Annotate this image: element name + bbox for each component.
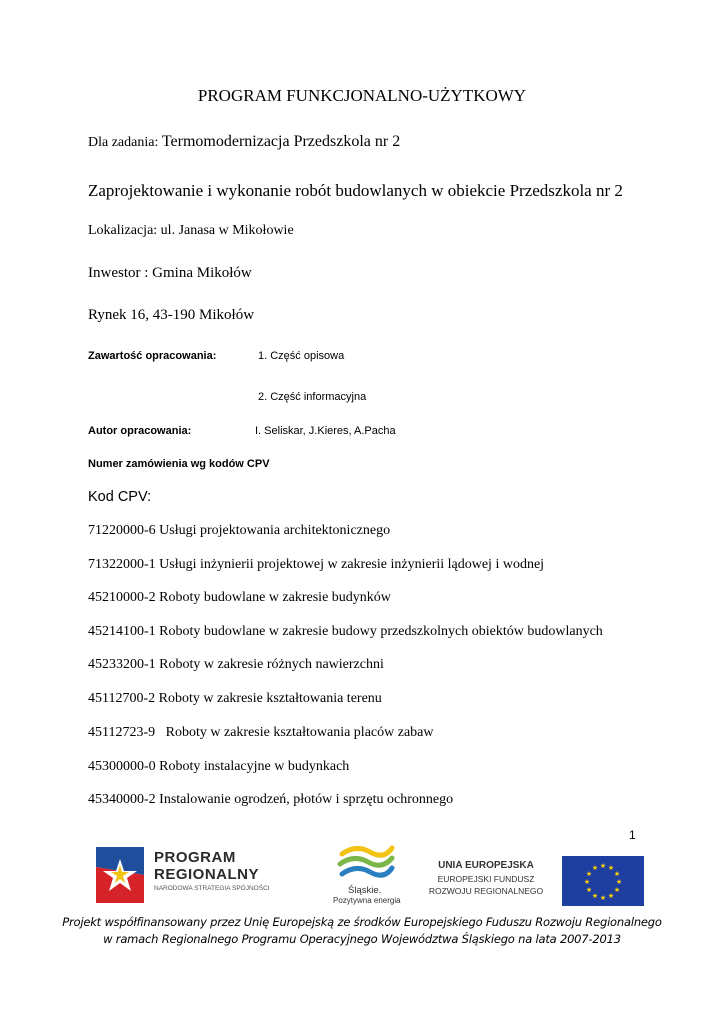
slaskie-waves-icon — [336, 842, 396, 882]
slaskie-logo-line1: Śląskie. — [348, 885, 382, 896]
footer-note: Projekt współfinansowany przez Unię Europejską ze środków Europejskiego Fuduszu Rozwoju Regionalnego w ramach Regionalnego Programu Operacyjnego Województwa Śląskiego na lata 2007-2013 — [62, 915, 662, 946]
svg-text:★: ★ — [583, 878, 591, 886]
svg-text:★: ★ — [591, 892, 599, 900]
location-line: Lokalizacja: ul. Janasa w Mikołowie — [88, 223, 294, 238]
eu-logo-line2: EUROPEJSKI FUNDUSZ — [437, 874, 535, 884]
eu-logo — [416, 856, 646, 906]
program-regionalny-logo — [92, 845, 292, 907]
cpv-item: 45233200-1 Roboty w zakresie różnych nawierzchni — [88, 657, 384, 672]
task-value: Termomodernizacja Przedszkola nr 2 — [161, 133, 401, 150]
page-number: 1 — [629, 828, 636, 842]
eu-logo-line1: UNIA EUROPEJSKA — [438, 860, 534, 871]
svg-text:★: ★ — [607, 864, 615, 872]
eu-logo-line3: ROZWOJU REGIONALNEGO — [428, 886, 544, 896]
order-number-label: Numer zamówienia wg kodów CPV — [88, 458, 270, 470]
contents-item-1: 1. Część opisowa — [258, 350, 345, 362]
program-regionalny-emblem-icon — [92, 845, 148, 905]
address-line: Rynek 16, 43-190 Mikołów — [88, 307, 255, 323]
task-label: Dla zadania: — [88, 135, 162, 150]
svg-text:★: ★ — [613, 886, 621, 894]
svg-text:★: ★ — [591, 864, 599, 872]
svg-text:★: ★ — [613, 870, 621, 878]
svg-text:★: ★ — [599, 862, 607, 870]
contents-label: Zawartość opracowania: — [88, 350, 217, 362]
investor-line: Inwestor : Gmina Mikołów — [88, 265, 252, 281]
cpv-item: 45210000-2 Roboty budowlane w zakresie budynków — [88, 590, 391, 605]
program-logo-line3: NARODOWA STRATEGIA SPÓJNOŚCI — [154, 885, 270, 892]
subject-line: Zaprojektowanie i wykonanie robót budowlanych w obiekcie Przedszkola nr 2 — [88, 181, 623, 200]
svg-text:★: ★ — [607, 892, 615, 900]
program-logo-line1: PROGRAM — [154, 849, 236, 866]
svg-text:★: ★ — [599, 894, 607, 902]
author-value: I. Seliskar, J.Kieres, A.Pacha — [255, 425, 396, 437]
slaskie-logo-line2: Pozytywna energia — [333, 896, 401, 905]
contents-item-2: 2. Część informacyjna — [258, 391, 367, 403]
cpv-item: 71322000-1 Usługi inżynierii projektowej w zakresie inżynierii lądowej i wodnej — [88, 557, 545, 572]
eu-flag-icon — [562, 856, 644, 906]
cpv-heading: Kod CPV: — [88, 489, 152, 505]
svg-text:★: ★ — [585, 870, 593, 878]
svg-text:★: ★ — [615, 878, 623, 886]
cpv-item: 71220000-6 Usługi projektowania architektonicznego — [88, 523, 391, 538]
cpv-item: 45214100-1 Roboty budowlane w zakresie budowy przedszkolnych obiektów budowlanych — [88, 624, 603, 639]
program-logo-line2: REGIONALNY — [154, 866, 260, 883]
author-label: Autor opracowania: — [88, 425, 192, 437]
task-line — [88, 133, 400, 151]
svg-text:★: ★ — [585, 886, 593, 894]
cpv-item: 45112700-2 Roboty w zakresie kształtowania terenu — [88, 691, 382, 706]
slaskie-logo — [326, 842, 406, 908]
cpv-item: 45340000-2 Instalowanie ogrodzeń, płotów i sprzętu ochronnego — [88, 792, 454, 807]
cpv-item: 45112723-9 Roboty w zakresie kształtowania placów zabaw — [88, 725, 434, 740]
document-title: PROGRAM FUNKCJONALNO-UŻYTKOWY — [197, 86, 527, 105]
cpv-item: 45300000-0 Roboty instalacyjne w budynkach — [88, 759, 350, 774]
